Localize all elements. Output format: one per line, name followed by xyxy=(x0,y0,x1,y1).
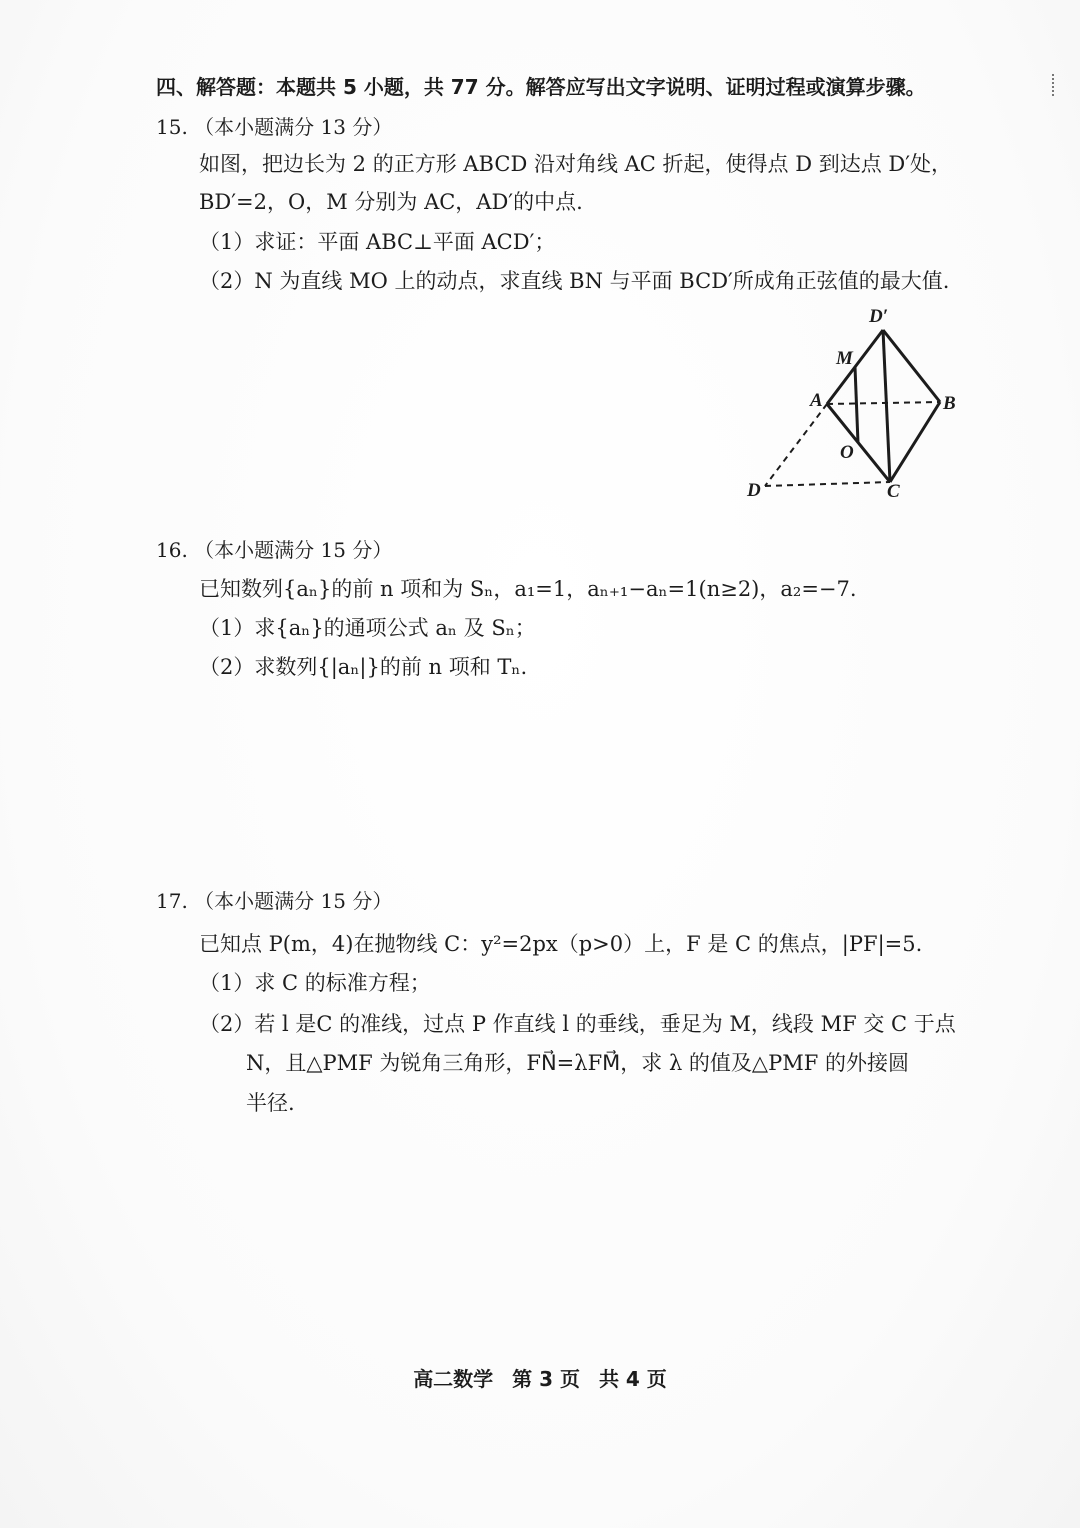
footer-page-number: 第 3 页 xyxy=(512,1367,580,1391)
q15-stem-line1: 如图，把边长为 2 的正方形 ABCD 沿对角线 AC 折起，使得点 D 到达点 D′处， xyxy=(199,152,953,176)
edge-B-C xyxy=(890,402,940,482)
page-footer xyxy=(0,1363,1080,1392)
label-Dprime: D′ xyxy=(869,306,889,327)
q17-part1: （1）求 C 的标准方程； xyxy=(199,971,431,995)
q17-part2-line1: （2）若 l 是C 的准线，过点 P 作直线 l 的垂线，垂足为 M，线段 MF 交 C 于点 xyxy=(199,1012,956,1036)
q15-stem-line2: BD′=2，O，M 分别为 AC，AD′的中点. xyxy=(199,190,583,214)
edge-A-C xyxy=(827,404,890,482)
label-O: O xyxy=(840,442,854,463)
label-M: M xyxy=(836,348,853,369)
q15-part1: （1）求证：平面 ABC⊥平面 ACD′； xyxy=(199,230,556,254)
edge-A-B-dashed xyxy=(827,402,940,404)
q17-stem: 已知点 P(m，4)在抛物线 C：y²=2px（p>0）上，F 是 C 的焦点，|PF|=5. xyxy=(199,932,923,956)
edge-Dprime-B xyxy=(883,330,940,402)
page-edge-mark xyxy=(1052,74,1057,96)
q16-header: 16. （本小题满分 15 分） xyxy=(156,538,393,562)
q15-header: 15. （本小题满分 13 分） xyxy=(156,115,393,139)
q16-part2: （2）求数列{|aₙ|}的前 n 项和 Tₙ. xyxy=(199,655,528,679)
q17-part2-line2: N，且△PMF 为锐角三角形，FN⃗=λFM⃗，求 λ 的值及△PMF 的外接圆 xyxy=(246,1051,909,1075)
section-heading: 四、解答题：本题共 5 小题，共 77 分。解答应写出文字说明、证明过程或演算步骤。 xyxy=(156,75,926,99)
label-C: C xyxy=(887,481,900,502)
q17-header: 17. （本小题满分 15 分） xyxy=(156,889,393,913)
q16-stem: 已知数列{aₙ}的前 n 项和为 Sₙ，a₁=1，aₙ₊₁−aₙ=1(n≥2)，a₂=−7. xyxy=(199,577,857,601)
q16-part1: （1）求{aₙ}的通项公式 aₙ 及 Sₙ； xyxy=(199,616,536,640)
q15-figure xyxy=(735,298,995,513)
footer-total-pages: 共 4 页 xyxy=(598,1367,667,1391)
edge-A-D-dashed xyxy=(765,404,827,486)
edge-D-C-dashed xyxy=(765,482,890,486)
label-A: A xyxy=(810,390,823,411)
q15-part2: （2）N 为直线 MO 上的动点，求直线 BN 与平面 BCD′所成角正弦值的最大值. xyxy=(199,269,950,293)
label-D: D xyxy=(747,480,761,501)
edge-Dprime-C xyxy=(883,330,890,482)
label-B: B xyxy=(943,393,956,414)
segment-M-O xyxy=(855,367,858,443)
footer-subject: 高二数学 xyxy=(413,1367,494,1391)
q17-part2-line3: 半径. xyxy=(246,1091,295,1115)
